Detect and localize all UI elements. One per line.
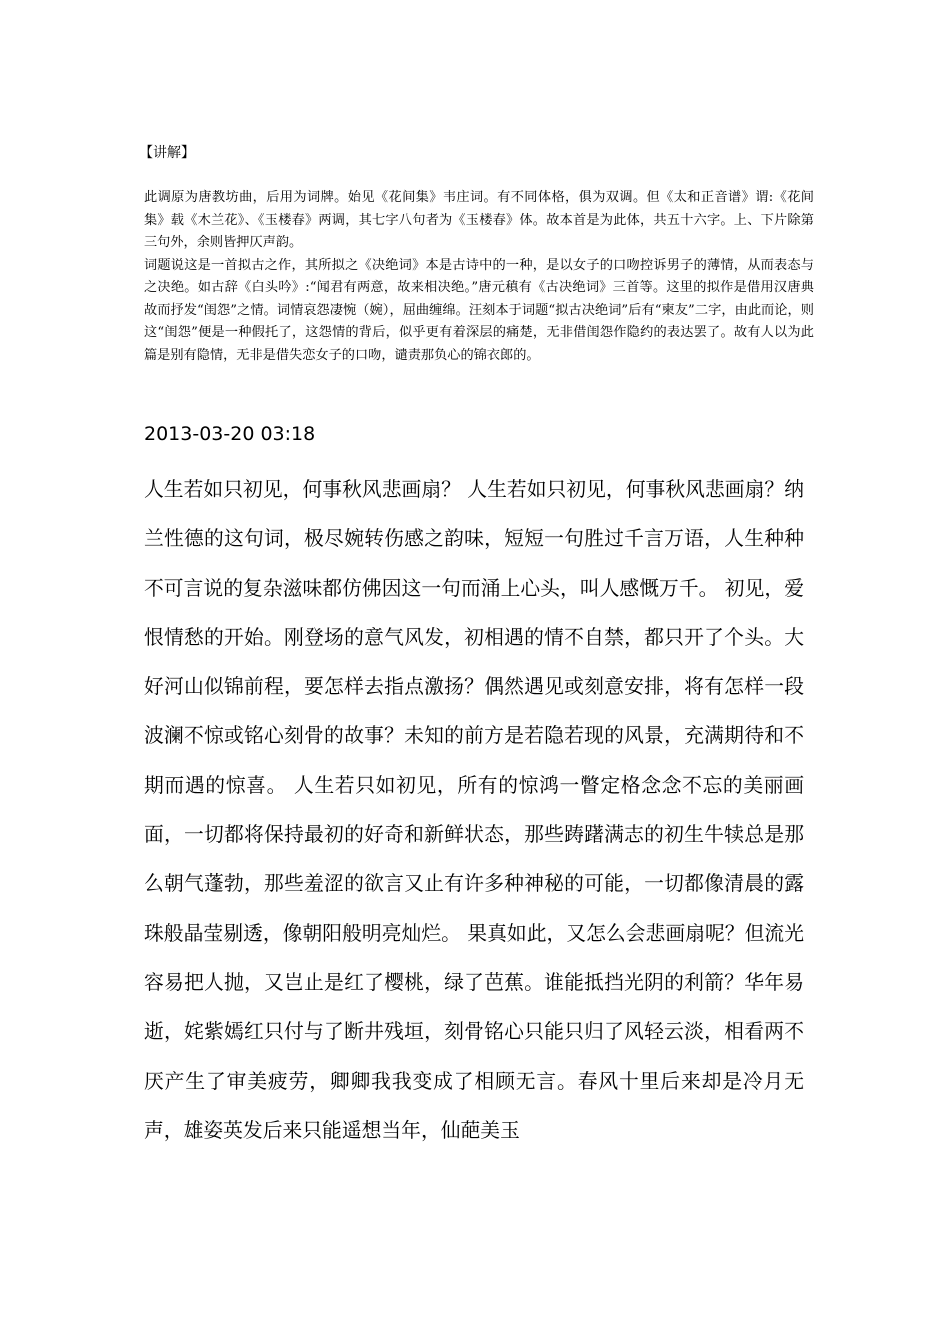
essay-body: 人生若如只初见，何事秋风悲画扇？ 人生若如只初见，何事秋风悲画扇？纳兰性德的这句词，极尽婉转伤感之韵味，短短一句胜过千言万语，人生种种不可言说的复杂滋味都仿佛因这一句而涌上心头，叫人感慨万千。 初见，爱恨情愁的开始。刚登场的意气风发，初相遇的情不自禁，都只开了个头。大好河山似锦前程，要怎样去指点激扬？偶然遇见或刻意安排，将有怎样一段波澜不惊或铭心刻骨的故事？未知的前方是若隐若现的风景，充满期待和不期而遇的惊喜。 人生若只如初见，所有的惊鸿一瞥定格念念不忘的美丽画面，一切都将保持最初的好奇和新鲜状态，那些踌躇满志的初生牛犊总是那么朝气蓬勃，那些羞涩的欲言又止有许多种神秘的可能，一切都像清晨的露珠般晶莹剔透，像朝阳般明亮灿烂。 果真如此，又怎么会悲画扇呢？但流光容易把人抛，又岂止是红了樱桃，绿了芭蕉。谁能抵挡光阴的利箭？华年易逝，姹紫嫣红只付与了断井残垣，刻骨铭心只能只归了风轻云淡，相看两不厌产生了审美疲劳，卿卿我我变成了相顾无言。春风十里后来却是冷月无声，雄姿英发后来只能遥想当年，仙葩美玉 [144, 478, 804, 1142]
explanation-paragraph: 词题说这是一首拟古之作，其所拟之《决绝词》本是古诗中的一种，是以女子的口吻控诉男子的薄情，从而表态与之决绝。如古辞《白头吟》:“闻君有两意，故来相决绝。”唐元稹有《古决绝词》三首等。这里的拟作是借用汉唐典故而抒发“闺怨”之情。词情哀怨凄惋（婉），屈曲缠绵。汪刻本于词题“拟古决绝词”后有“柬友”二字，由此而论，则这“闺怨”便是一种假托了，这怨情的背后，似乎更有着深层的痛楚，无非借闺怨作隐约的表达罢了。故有人以为此篇是别有隐情，无非是借失恋女子的口吻，谴责那负心的锦衣郎的。 [144, 257, 814, 363]
explanation-paragraph: 此调原为唐教坊曲，后用为词牌。始见《花间集》韦庄词。有不同体格，俱为双调。但《太和正音谱》谓:《花间集》载《木兰花》、《玉楼春》两调，其七字八句者为《玉楼春》体。故本首是为此体，共五十六字。上、下片除第三句外，余则皆押仄声韵。 [144, 190, 814, 250]
explanation-block [144, 187, 814, 367]
post-timestamp: 2013-03-20 03:18 [144, 423, 316, 445]
section-heading: 【讲解】 [139, 145, 195, 161]
